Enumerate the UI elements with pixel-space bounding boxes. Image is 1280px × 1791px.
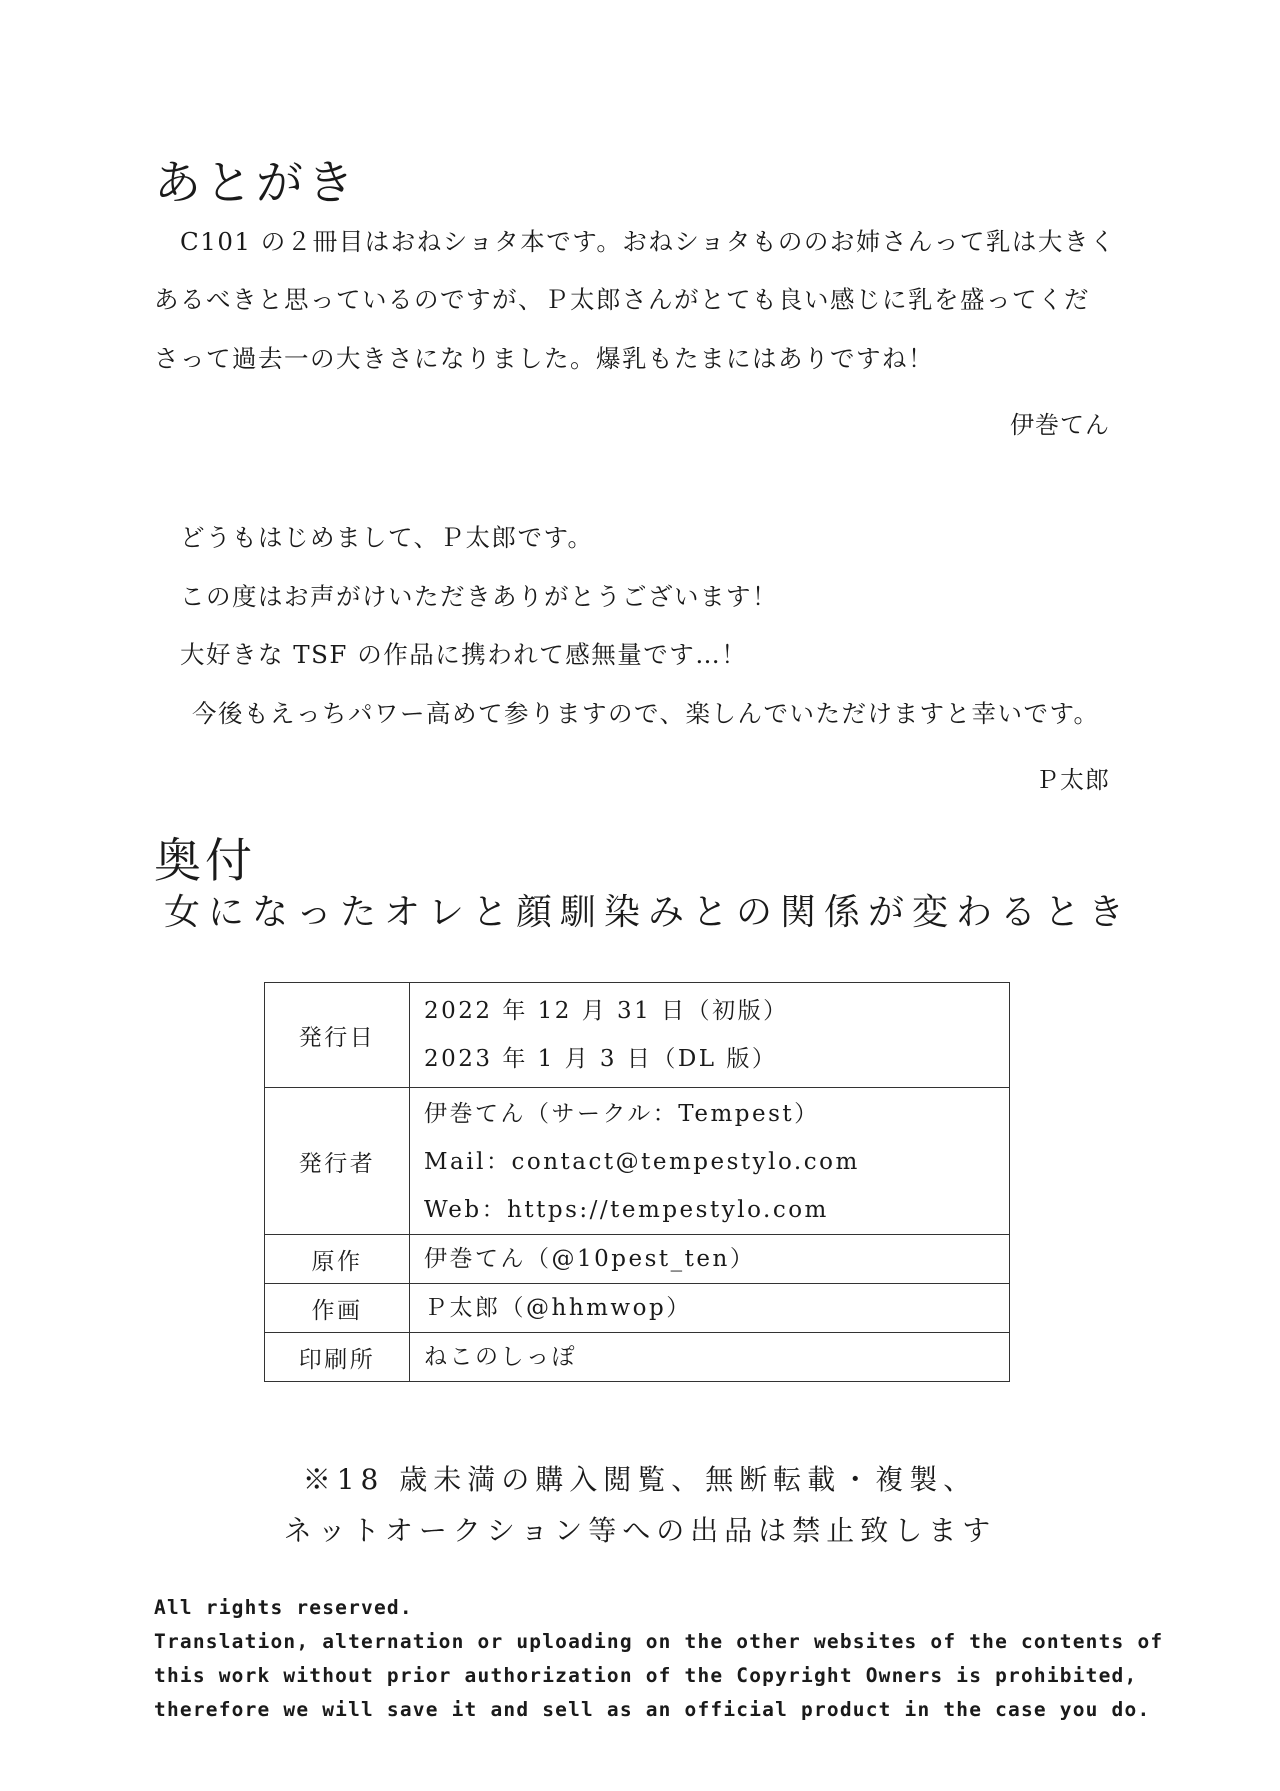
value-line: Web：https://tempestylo.com <box>424 1197 829 1223</box>
colophon-table <box>264 982 1010 1382</box>
value-line: Ｐ太郎（@hhmwop） <box>424 1295 692 1321</box>
row-value <box>410 1284 1010 1333</box>
author-note-line: あるべきと思っているのですが、Ｐ太郎さんがとても良い感じに乳を盛ってくだ <box>154 285 1090 314</box>
afterword-heading: あとがき <box>154 156 358 211</box>
rights-line: this work without prior authorization of the Copyright Owners is prohibited, <box>154 1664 1138 1687</box>
author-note-line: C101 の２冊目はおねショタ本です。おねショタもののお姉さんって乳は大きく <box>180 227 1116 256</box>
row-value <box>410 1235 1010 1284</box>
value-line: Mail：contact@tempestylo.com <box>424 1149 860 1175</box>
row-label: 印刷所 <box>265 1333 410 1382</box>
table-row <box>265 983 1010 1088</box>
value-line: 2023 年 1 月 3 日（DL 版） <box>424 1046 778 1072</box>
artist-signature: Ｐ太郎 <box>1035 766 1110 794</box>
row-value <box>410 1333 1010 1382</box>
rights-line: therefore we will save it and sell as an official product in the case you do. <box>154 1698 1151 1721</box>
row-value <box>410 1088 1010 1235</box>
age-restriction-notice: ※18 歳未満の購入閲覧、無断転載・複製、 <box>302 1463 978 1496</box>
row-label: 原作 <box>265 1235 410 1284</box>
table-row <box>265 1333 1010 1382</box>
row-label: 発行者 <box>265 1088 410 1235</box>
value-line: 伊巻てん（@10pest_ten） <box>424 1246 756 1272</box>
table-row <box>265 1235 1010 1284</box>
colophon-heading: 奥付 <box>154 834 256 889</box>
row-label: 作画 <box>265 1284 410 1333</box>
artist-note-line: 大好きな TSF の作品に携われて感無量です…！ <box>180 640 748 669</box>
value-line: ねこのしっぽ <box>424 1344 577 1370</box>
artist-note-line: 今後もえっちパワー高めて参りますので、楽しんでいただけますと幸いです。 <box>192 699 1100 728</box>
age-restriction-notice: ネットオークション等への出品は禁止致します <box>283 1514 997 1547</box>
row-label: 発行日 <box>265 983 410 1088</box>
author-note-line: さって過去一の大きさになりました。爆乳もたまにはありですね！ <box>154 344 934 373</box>
author-signature: 伊巻てん <box>1010 411 1110 439</box>
value-line: 2022 年 12 月 31 日（初版） <box>424 998 789 1024</box>
row-value <box>410 983 1010 1088</box>
artist-note-line: どうもはじめまして、Ｐ太郎です。 <box>180 523 594 552</box>
rights-line: Translation, alternation or uploading on the other websites of the contents of <box>154 1630 1164 1653</box>
rights-line: All rights reserved. <box>154 1596 413 1619</box>
artist-note-line: この度はお声がけいただきありがとうございます！ <box>180 582 778 611</box>
table-row <box>265 1088 1010 1235</box>
value-line: 伊巻てん（サークル：Tempest） <box>424 1101 820 1127</box>
table-row <box>265 1284 1010 1333</box>
book-title: 女になったオレと顔馴染みとの関係が変わるとき <box>164 892 1133 933</box>
